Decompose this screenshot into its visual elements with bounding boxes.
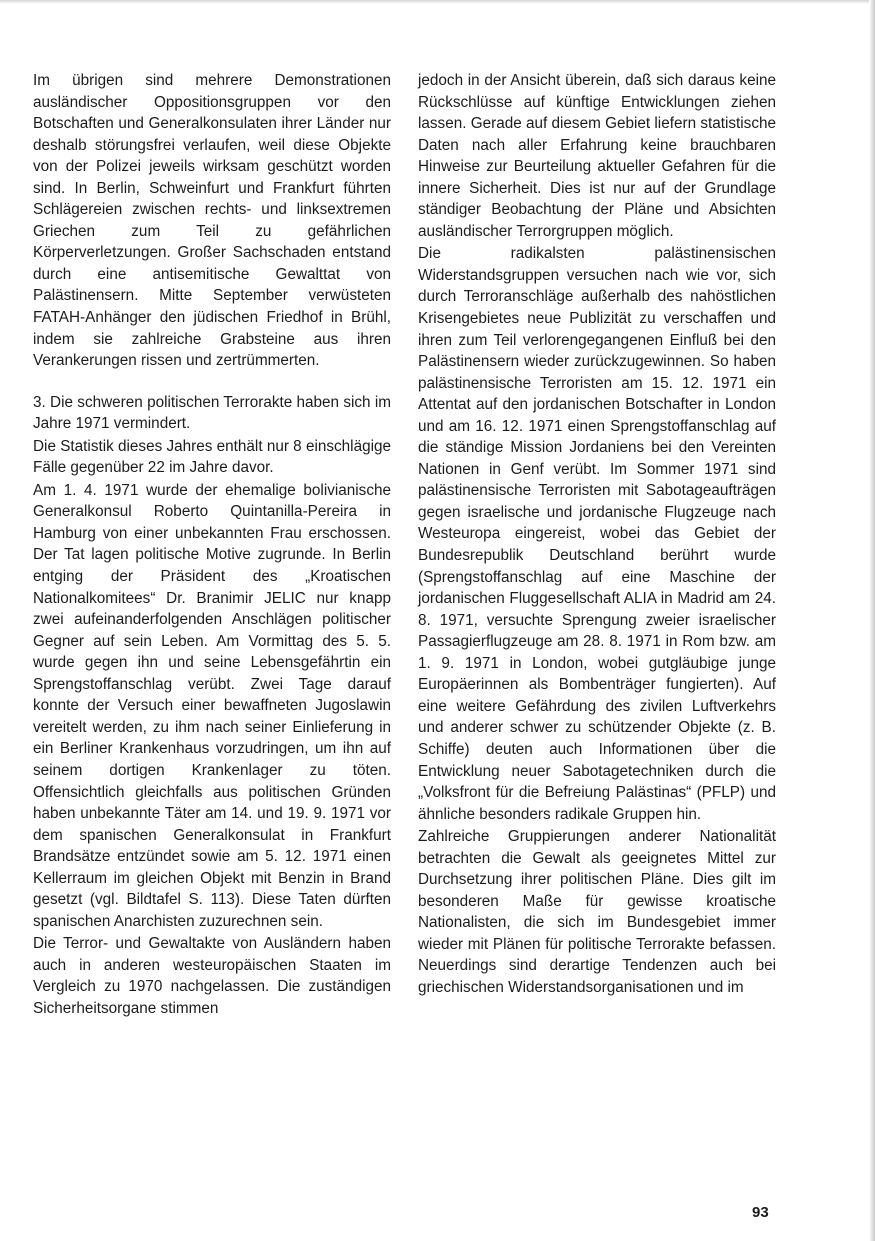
left-column bbox=[33, 70, 391, 1021]
paragraph: Zahlreiche Gruppierungen anderer Nationalität betrachten die Gewalt als geeignetes Mittel zur Durchsetzung ihrer politischen Pläne. Dies gilt im besonderen Maße für gewisse kroatische Nationalisten, die sich im Bundesgebiet immer wieder mit Plänen für politische Terrorakte befassen. Neuerdings sind derartige Tendenzen auch bei griechischen Widerstandsorganisationen und im bbox=[418, 828, 776, 996]
paragraph: jedoch in der Ansicht überein, daß sich daraus keine Rückschlüsse auf künftige Entwicklungen ziehen lassen. Gerade auf diesem Gebiet liefern statistische Daten nach aller Erfahrung keine brauchbaren Hinweise zur Beurteilung aktueller Gefahren für die innere Sicherheit. Dies ist nur auf der Grundlage ständiger Beobachtung der Pläne und Absichten ausländischer Terrorgruppen möglich. bbox=[418, 72, 776, 240]
paragraph: Die Statistik dieses Jahres enthält nur 8 einschlägige Fälle gegenüber 22 im Jahre davor. bbox=[33, 437, 391, 477]
paragraph: 3. Die schweren politischen Terrorakte haben sich im Jahre 1971 vermindert. bbox=[33, 393, 391, 433]
paragraph: Im übrigen sind mehrere Demonstrationen ausländischer Oppositionsgruppen vor den Botschaften und Generalkonsulaten ihrer Länder nur deshalb störungsfrei verlaufen, weil diese Objekte von der Polizei jeweils wirksam geschützt worden sind. In Berlin, Schweinfurt und Frankfurt führten Schlägereien zwischen rechts- und linksextremen Griechen zum Teil zu gefährlichen Körperverletzungen. Großer Sachschaden entstand durch eine antisemitische Gewalttat von Palästinensern. Mitte September verwüsteten FATAH-Anhänger den jüdischen Friedhof in Brühl, indem sie zahlreiche Grabsteine aus ihren Verankerungen rissen und zertrümmerten. bbox=[33, 72, 391, 370]
paragraph: Die Terror- und Gewaltakte von Ausländern haben auch in anderen westeuropäischen Staaten im Vergleich zu 1970 nachgelassen. Die zuständigen Sicherheitsorgane stimmen bbox=[33, 935, 391, 1017]
page-number: 93 bbox=[752, 1204, 769, 1221]
paragraph: Am 1. 4. 1971 wurde der ehemalige bolivianische Generalkonsul Roberto Quintanilla-Pereira in Hamburg von einer unbekannten Frau erschossen. Der Tat lagen politische Motive zugrunde. In Berlin entging der Präsident des „Kroatischen Nationalkomitees“ Dr. Branimir JELIC nur knapp zwei aufeinanderfolgenden Anschlägen politischer Gegner auf sein Leben. Am Vormittag des 5. 5. wurde gegen ihn und seine Lebensgefährtin ein Sprengstoffanschlag verübt. Zwei Tage darauf konnte der Versuch einer bewaffneten Jugoslawin vereitelt werden, zu ihm nach seiner Einlieferung in ein Berliner Krankenhaus vorzudringen, um ihn auf seinem dortigen Krankenlager zu töten. Offensichtlich gleichfalls aus politischen Gründen haben unbekannte Täter am 14. und 19. 9. 1971 vor dem spanischen Generalkonsulat in Frankfurt Brandsätze entzündet sowie am 5. 12. 1971 einen Kellerraum im gleichen Objekt mit Benzin in Brand gesetzt (vgl. Bildtafel S. 113). Diese Taten dürften spanischen Anarchisten zuzurechnen sein. bbox=[33, 481, 391, 930]
paragraph: Die radikalsten palästinensischen Widerstandsgruppen versuchen nach wie vor, sich durch Terroranschläge außerhalb des nahöstlichen Krisengebietes neue Publizität zu verschaffen und ihren zum Teil verlorengegangenen Einfluß bei den Palästinensern wieder zurückzugewinnen. So haben palästinensische Terroristen am 15. 12. 1971 ein Attentat auf den jordanischen Botschafter in London und am 16. 12. 1971 einen Sprengstoffanschlag auf die ständige Mission Jordaniens bei den Vereinten Nationen in Genf verübt. Im Sommer 1971 sind palästinensische Terroristen mit Sabotageaufträgen gegen israelische und jordanische Flugzeuge nach Westeuropa eingereist, wobei das Gebiet der Bundesrepublik Deutschland berührt wurde (Sprengstoffanschlag auf eine Maschine der jordanischen Fluggesellschaft ALIA in Madrid am 24. 8. 1971, versuchte Sprengung zweier israelischer Passagierflugzeuge am 28. 8. 1971 in Rom bzw. am 1. 9. 1971 in London, wobei gutgläubige junge Europäerinnen als Bombenträger fungierten). Auf eine weitere Gefährdung des zivilen Luftverkehrs und anderer schwer zu schützender Objekte (z. B. Schiffe) deuten auch Informationen über die Entwicklung neuer Sabotagetechniken durch die „Volksfront für die Befreiung Palästinas“ (PFLP) und ähnliche besonders radikale Gruppen hin. bbox=[418, 245, 776, 823]
right-column bbox=[418, 70, 776, 1000]
scan-edge-right bbox=[869, 0, 875, 1241]
scan-edge-top bbox=[0, 0, 875, 4]
